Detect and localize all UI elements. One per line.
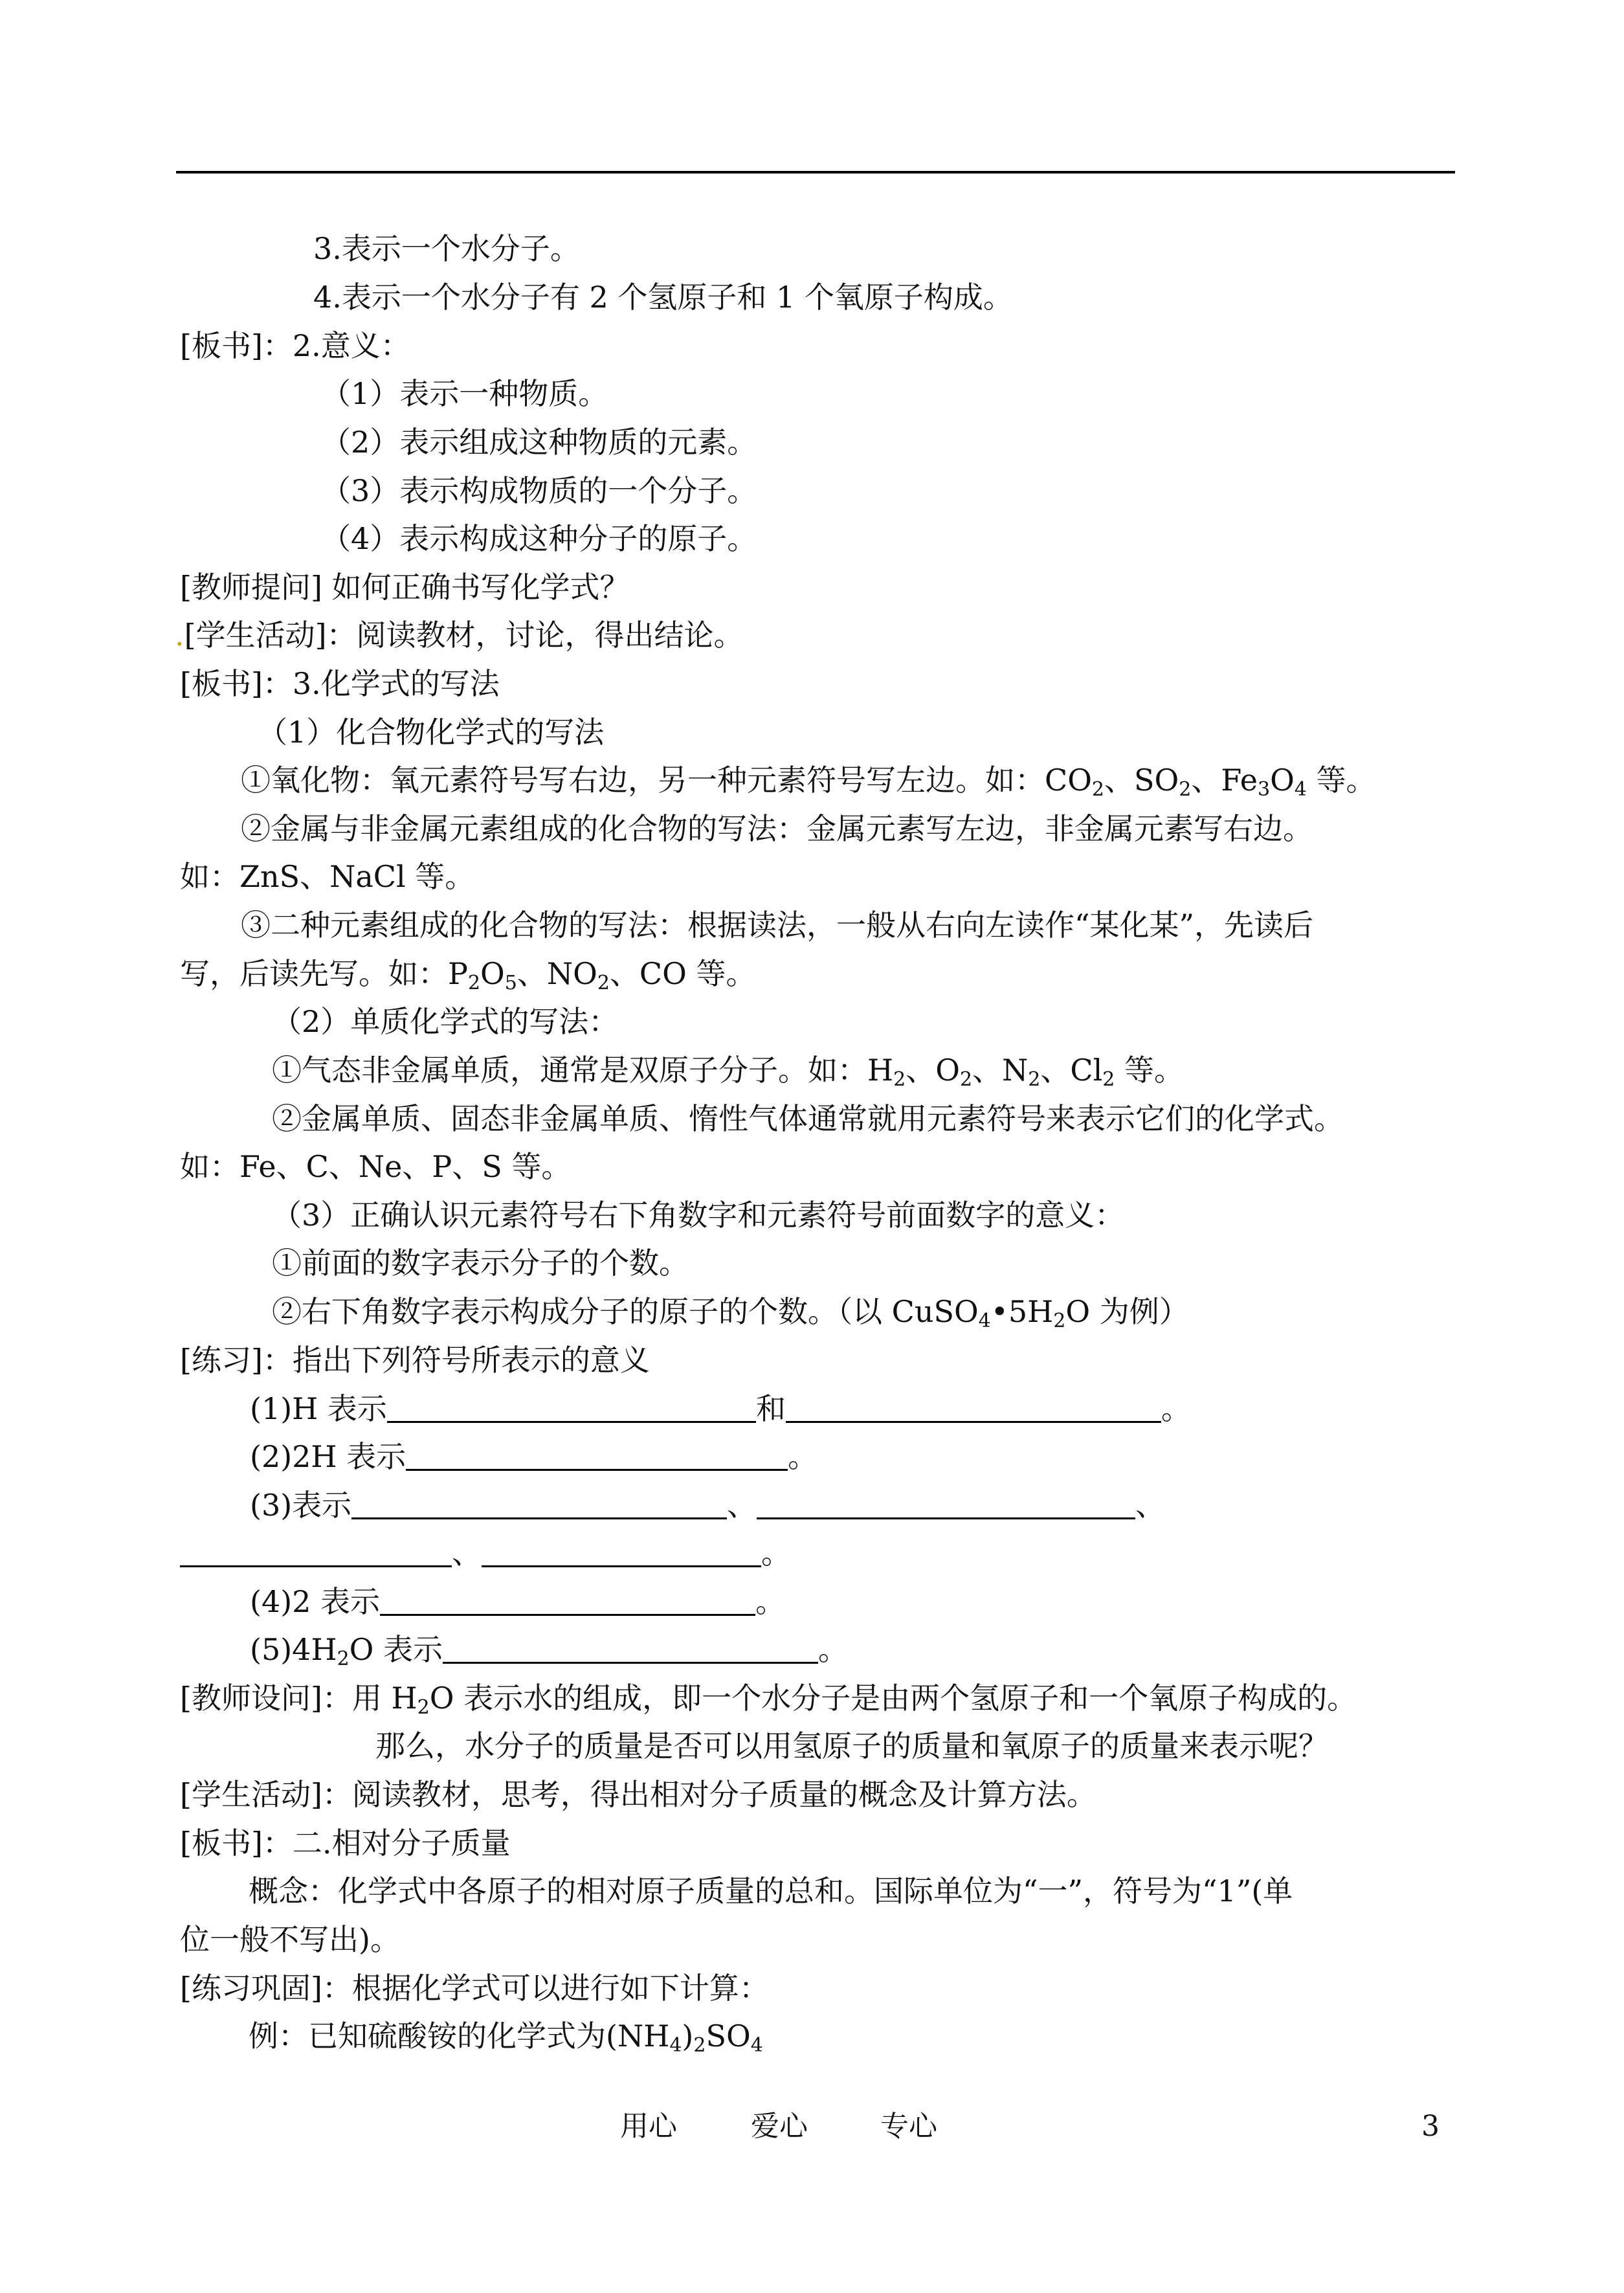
- mark-dot: .: [175, 618, 184, 653]
- text-line: （1）化合物化学式的写法: [258, 715, 605, 750]
- text-line: ①气态非金属单质，通常是双原子分子。如：$H_2$、$O_2$、$N_2$、$Cl_2$ 等。: [272, 1053, 1185, 1091]
- exercise-3-cont: 、 。: [180, 1535, 791, 1571]
- text-line: ①氧化物：氧元素符号写右边，另一种元素符号写左边。如：$CO_2$、$SO_2$、$Fe_3O_4$ 等。: [241, 763, 1376, 801]
- page-number: 3: [1421, 2110, 1440, 2143]
- text-line: ③二种元素组成的化合物的写法：根据读法，一般从右向左读作“某化某”，先读后: [241, 908, 1314, 943]
- text-line: （4）表示构成这种分子的原子。: [321, 521, 757, 556]
- text-line: （1）表示一种物质。: [321, 376, 608, 411]
- answer-blank[interactable]: [786, 1393, 1161, 1423]
- text-line: 写，后读先写。如：$P_2O_5$、$NO_2$、CO 等。: [180, 956, 756, 994]
- footer-motto: 专心: [880, 2110, 937, 2143]
- header-rule: [176, 171, 1455, 173]
- answer-blank[interactable]: [387, 1393, 756, 1423]
- text-line: ②金属单质、固态非金属单质、惰性气体通常就用元素符号来表示它们的化学式。: [272, 1101, 1344, 1136]
- footer-motto: 用心: [620, 2110, 677, 2143]
- section-heading: [板书]：2.意义：: [180, 328, 410, 363]
- answer-blank[interactable]: [380, 1585, 755, 1616]
- text-line: （3）表示构成物质的一个分子。: [321, 473, 757, 508]
- section-heading: [练习]：指出下列符号所表示的意义: [180, 1343, 650, 1378]
- student-activity: [学生活动]：阅读教材，思考，得出相对分子质量的概念及计算方法。: [180, 1777, 1096, 1812]
- answer-blank[interactable]: [443, 1633, 818, 1664]
- text-line: ②金属与非金属元素组成的化合物的写法：金属元素写左边，非金属元素写右边。: [241, 811, 1313, 846]
- text-line: ②右下角数字表示构成分子的原子的个数。（以 $CuSO_4•5H_2O$ 为例）: [272, 1294, 1189, 1332]
- answer-blank[interactable]: [757, 1489, 1135, 1519]
- answer-blank[interactable]: [180, 1537, 452, 1567]
- answer-blank[interactable]: [351, 1489, 727, 1519]
- exercise-5: $(5)4H_2O$ 表示 。: [250, 1632, 848, 1670]
- text-line: 位一般不写出)。: [180, 1922, 400, 1957]
- answer-blank[interactable]: [482, 1537, 761, 1567]
- teacher-question: [教师提问] 如何正确书写化学式？: [180, 570, 630, 605]
- text-line: 3.表示一个水分子。: [313, 231, 580, 266]
- text-line: （3）正确认识元素符号右下角数字和元素符号前面数字的意义：: [272, 1198, 1125, 1233]
- section-heading: [板书]：二.相对分子质量: [180, 1826, 511, 1861]
- text-line: 例：已知硫酸铵的化学式为$(NH_4)_2SO_4$: [249, 2019, 763, 2057]
- text-line: 如：ZnS、NaCl 等。: [180, 859, 475, 894]
- section-heading: [板书]：3.化学式的写法: [180, 666, 500, 701]
- text-line: （2）单质化学式的写法：: [272, 1004, 619, 1039]
- text-line: ①前面的数字表示分子的个数。: [272, 1246, 689, 1281]
- exercise-4: (4)2 表示 。: [250, 1584, 786, 1619]
- exercise-1: (1)H 表示 和 。: [250, 1391, 1191, 1426]
- student-activity: .[学生活动]：阅读教材，讨论，得出结论。: [175, 618, 744, 653]
- teacher-question: [教师设问]：用 $H_2O$ 表示水的组成，即一个水分子是由两个氢原子和一个氧原子构成的。: [180, 1681, 1357, 1719]
- exercise-2: (2)2H 表示 。: [250, 1439, 818, 1474]
- answer-blank[interactable]: [406, 1440, 788, 1471]
- footer-motto: 爱心: [751, 2110, 808, 2143]
- exercise-3: (3)表示 、 、: [250, 1488, 1166, 1523]
- text-line: 那么，水分子的质量是否可以用氢原子的质量和氧原子的质量来表示呢？: [375, 1728, 1328, 1763]
- practice-heading: [练习巩固]：根据化学式可以进行如下计算：: [180, 1971, 769, 2006]
- text-line: 概念：化学式中各原子的相对原子质量的总和。国际单位为“一”，符号为“1”(单: [249, 1874, 1293, 1908]
- text-line: （2）表示组成这种物质的元素。: [321, 425, 757, 460]
- text-line: 4.表示一个水分子有 2 个氢原子和 1 个氧原子构成。: [313, 280, 1013, 315]
- text-line: 如：Fe、C、Ne、P、S 等。: [180, 1149, 572, 1184]
